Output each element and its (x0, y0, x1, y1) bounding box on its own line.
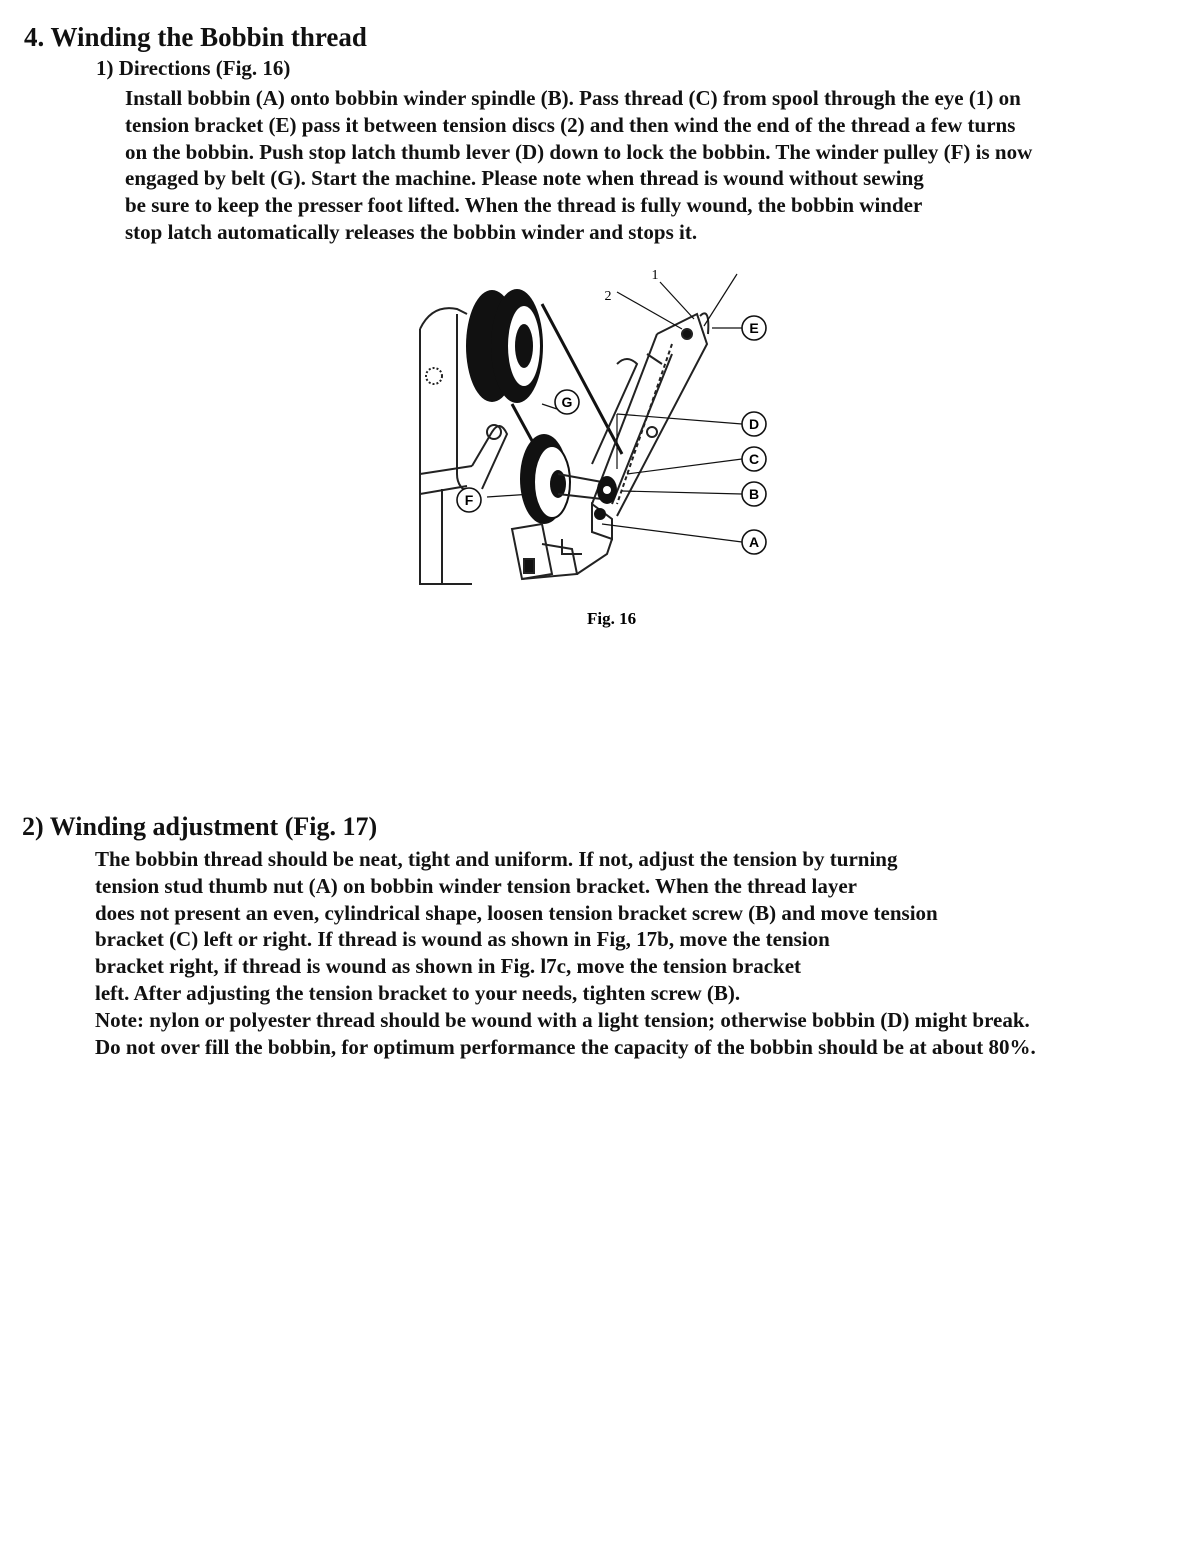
callout-d-label: D (748, 416, 760, 432)
fig16-caption: Fig. 16 (587, 609, 637, 628)
callout-g-label: G (561, 394, 573, 410)
base-plate (512, 524, 612, 579)
hand-wheel-pulley (466, 289, 543, 403)
callout-b (742, 482, 766, 506)
adjustment-paragraph (95, 846, 1036, 1060)
adjustment-line: bracket right, if thread is wound as shown in Fig. l7c, move the tension bracket (95, 954, 802, 979)
dial-icon (426, 368, 442, 384)
adjustment-line: left. After adjusting the tension bracket to your needs, tighten screw (B). (95, 980, 741, 1005)
directions-line: Install bobbin (A) onto bobbin winder spindle (B). Pass thread (C) from spool through the eye (1) on (125, 86, 1021, 110)
callout-a (742, 530, 766, 554)
adjustment-line: Note: nylon or polyester thread should be wound with a light tension; otherwise bobbin (D) might break. (95, 1007, 1030, 1032)
callout-f (457, 488, 481, 512)
directions-line: be sure to keep the presser foot lifted. When the thread is fully wound, the bobbin winder (125, 193, 923, 218)
adjustment-line: does not present an even, cylindrical shape, loosen tension bracket screw (B) and move tension (95, 900, 938, 925)
label-2: 2 (604, 289, 612, 304)
callout-d (742, 412, 766, 436)
callout-g (555, 390, 579, 414)
directions-paragraph (125, 85, 1032, 246)
callout-c (742, 447, 766, 471)
bobbin-assembly (592, 476, 617, 539)
winding-adjustment-heading: 2) Winding adjustment (Fig. 17) (22, 812, 378, 841)
adjustment-line: Do not over fill the bobbin, for optimum performance the capacity of the bobbin should be at about 80%. (95, 1034, 1036, 1059)
callout-a-label: A (748, 534, 760, 550)
callout-e-label: E (749, 320, 759, 336)
callout-e (742, 316, 766, 340)
label-1: 1 (651, 268, 659, 283)
adjustment-line: bracket (C) left or right. If thread is wound as shown in Fig, 17b, move the tension (95, 927, 830, 952)
directions-line: engaged by belt (G). Start the machine. Please note when thread is wound without sewing (125, 166, 924, 191)
adjustment-line: tension stud thumb nut (A) on bobbin winder tension bracket. When the thread layer (95, 873, 857, 898)
directions-line: stop latch automatically releases the bobbin winder and stops it. (125, 219, 698, 244)
directions-line: tension bracket (E) pass it between tension discs (2) and then wind the end of the thread a few turns (125, 112, 1016, 137)
directions-line: on the bobbin. Push stop latch thumb lever (D) down to lock the bobbin. The winder pulley (F) is now (125, 139, 1033, 164)
directions-heading: 1) Directions (Fig. 16) (96, 56, 291, 80)
winder-pulley (520, 434, 602, 524)
fig16-illustration (412, 254, 797, 649)
callout-f-label: F (464, 492, 474, 508)
section-title: 4. Winding the Bobbin thread (24, 22, 367, 52)
callout-b-label: B (748, 486, 760, 502)
adjustment-line: The bobbin thread should be neat, tight and uniform. If not, adjust the tension by turning (95, 847, 898, 871)
callout-c-label: C (748, 451, 760, 467)
